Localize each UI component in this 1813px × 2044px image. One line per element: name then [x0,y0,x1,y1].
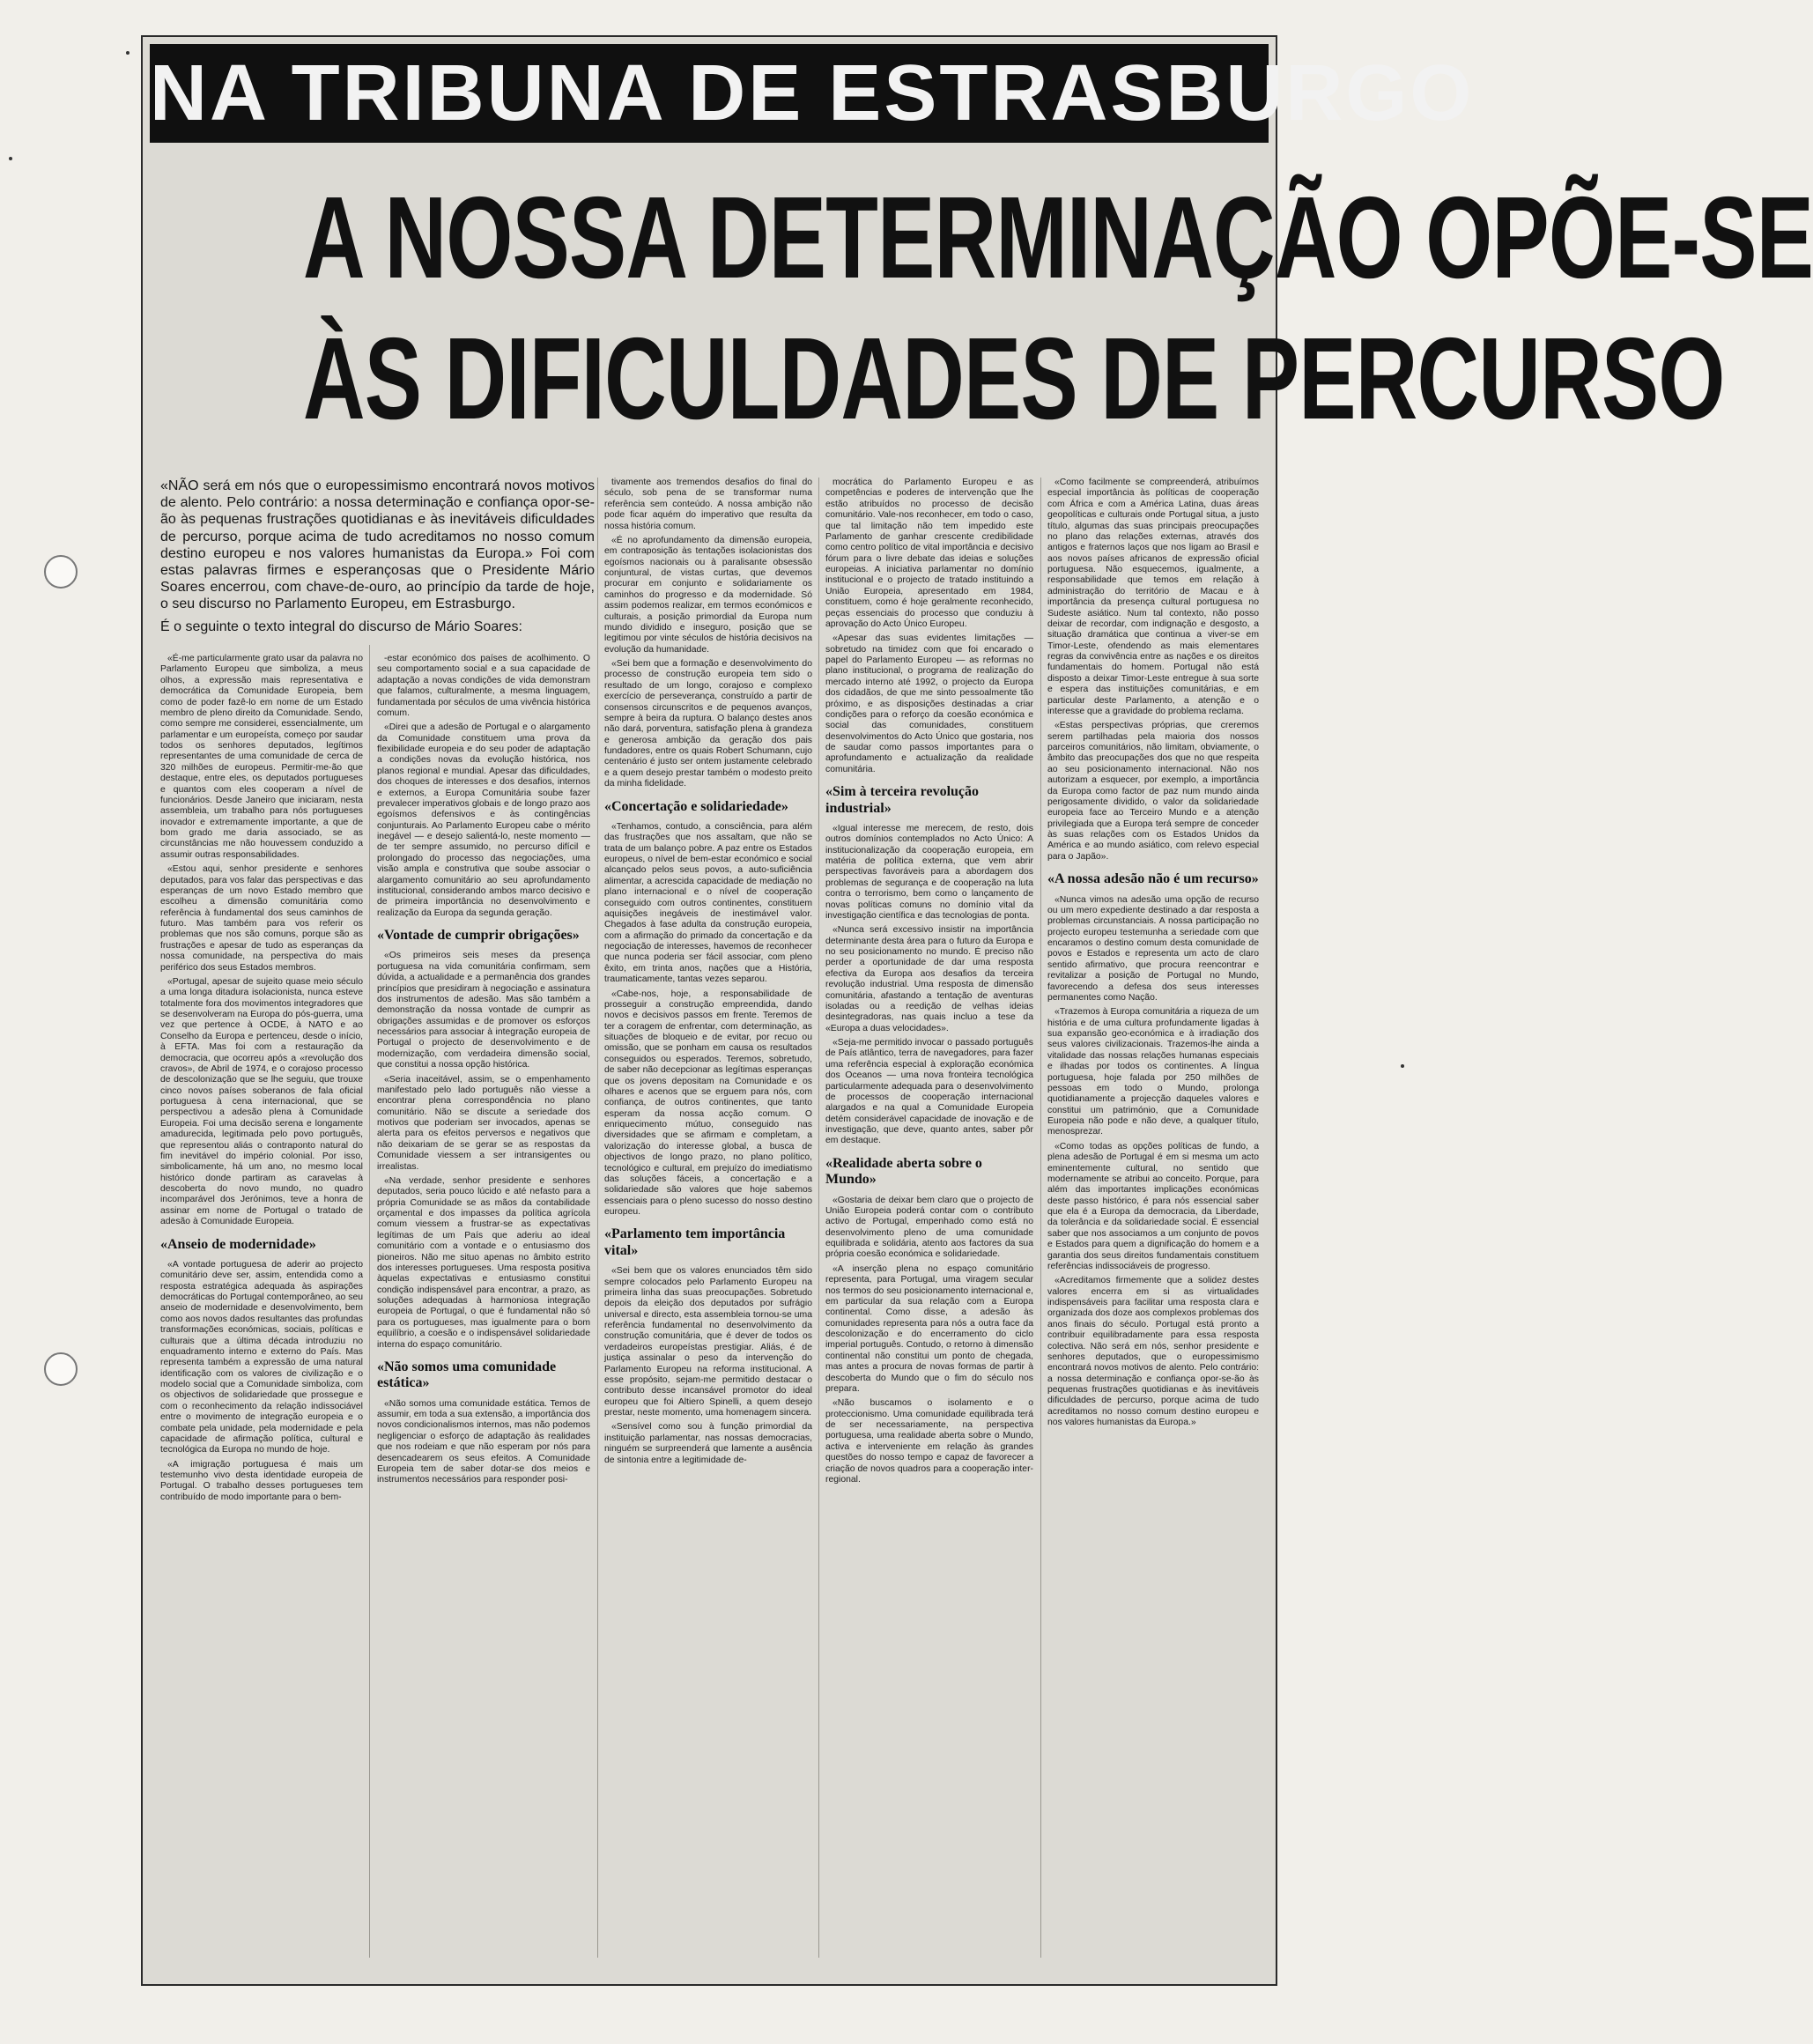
headline-line-1: A NOSSA DETERMINAÇÃO OPÕE-SE [302,173,1813,302]
article-paragraph: «Nunca vimos na adesão uma opção de recurso ou um mero expediente destinado a dar resposta a problemas circunstanciais. A nossa participação no projecto europeu testemunha a seriedade com que encaramos o destino comum desta comunidade de povos e Estados e representa um acto de claro sentido afirmativo, que procura reencontrar e revitalizar a posição de Portugal no Mundo, favorecendo a defesa dos seus interesses permanentes como Nação. [1047,894,1259,1003]
article-paragraph: «Sei bem que os valores enunciados têm sido sempre colocados pelo Parlamento Europeu na primeira linha das suas preocupações. Sobretudo depois da eleição dos deputados por sufrágio universal e directo, esta assembleia tornou-se uma referência fundamental no desenvolvimento da construção comunitária, que é dever de todos os verdadeiros europeístas prestigiar. Aliás, é de justiça assinalar o peso da intervenção do Parlamento Europeu na reforma institucional. A esse propósito, sejam-me permitido destacar o contributo desse incansável promotor do ideal europeu que foi Altiero Spinelli, a quem desejo prestar, neste momento, uma homenagem sincera. [604,1266,812,1418]
article-paragraph: «Não buscamos o isolamento e o proteccionismo. Uma comunidade equilibrada terá de ser necessariamente, na perspectiva portuguesa, uma realidade aberta sobre o Mundo, activa e interveniente em relação às grandes questões do nosso tempo e capaz de favorecer a criação de novos quadros para a cooperação inter-regional. [825,1398,1033,1485]
punch-hole-bottom [44,1352,78,1386]
newspaper-clipping [141,35,1813,1986]
subheading: «Realidade aberta sobre o Mundo» [825,1155,982,1188]
subheading: «Concertação e solidariedade» [604,798,788,814]
article-paragraph: «Direi que a adesão de Portugal e o alargamento da Comunidade constituem uma prova da flexibilidade europeia e do seu poder de adaptação a condições novas da evolução histórica, nos planos regional e mundial. Apesar das dificuldades, dos choques de interesses e dos desafios, internos e externos, a Europa Comunitária soube fazer prevalecer imperativos globais e de longo prazo aos egoísmos defensivos e às contingências conjunturais. Ao Parlamento Europeu cabe o mérito inegável — e desejo salientá-lo, neste momento — de ter sempre assumido, no percurso difícil e prolongado do processo das negociações, uma visão ampla e construtiva que soube associar o alargamento comunitário ao seu aprofundamento institucional, considerando ambos marco decisivo e de primeira importância no desenvolvimento e realização da Europa da segunda geração. [377,722,590,918]
column-4 [825,478,1033,1966]
article-paragraph: «Seja-me permitido invocar o passado português de País atlântico, terra de navegadores, para fazer uma referência especial à exploração económica dos Oceanos — uma nova fronteira tecnológica particularmente adequada para o desenvolvimento de processos de cooperação internacional alargados e na qual a Comunidade Europeia detém considerável capacidade de inovação e de investigação, que deve, quanto antes, saber pôr em destaque. [825,1038,1033,1146]
intro-paragraph: «NÃO será em nós que o europessimismo encontrará novos motivos de alento. Pelo contrário: a nossa determinação e confiança opor-se-ão às pequenas frustrações quotidianas e às inevitáveis dificuldades de percurso, porque acima de tudo acreditamos no nosso comum destino europeu e nos valores humanistas da Europa.» Foi com estas palavras firmes e esperançosas que o Presidente Mário Soares encerrou, com chave-de-ouro, ao princípio da tarde de hoje, o seu discurso no Parlamento Europeu, em Estrasburgo. [160,478,595,612]
subheading: «Vontade de cumprir obrigações» [377,928,580,943]
article-paragraph: «A inserção plena no espaço comunitário representa, para Portugal, uma viragem secular nos termos do seu posicionamento internacional e, em particular da sua relação com a Europa continental. Como disse, a adesão às comunidades representa para nós a outra face da descolonização e do encerramento do ciclo imperial português. Contudo, o retorno à dimensão continental não constitui um ponto de chegada, mas antes a procura de novas formas de partir à descoberta do Mundo que o fim do século nos prepara. [825,1263,1033,1394]
article-paragraph: «Tenhamos, contudo, a consciência, para além das frustrações que nos assaltam, que não se trata de um balanço pobre. A paz entre os Estados europeus, o nível de bem-estar económico e social alcançado pelos seus povos, a auto-suficiência alimentar, a acrescida capacidade de mediação no plano internacional e o nível de cooperação conseguido com outros continentes, constituem aquisições inegáveis de inestimável valor. Chegados à fase adulta da construção europeia, com a afirmação do primado da concertação e da negociação de interesses, havemos de reconhecer que nunca poderia ser fácil associar, com pleno êxito, em trinta anos, nações que a História, traumaticamente, tantas vezes separou. [604,821,812,985]
column-rule [818,478,819,1958]
article-paragraph: «É-me particularmente grato usar da palavra no Parlamento Europeu que simboliza, a meus olhos, a expressão mais representativa e democrática da Comunidade Europeia, bem como de poder fazê-lo em nome de um Estado membro de pleno direito da Comunidade. Sendo, como sempre me considerei, essencialmente, um parlamentar e um europeísta, começo por saudar todos os senhores deputados, legítimos representantes de uma comunidade de cerca de 320 milhões de europeus. Permitir-me-ão que destaque, entre eles, os deputados portugueses e quantos com eles cooperam a nível de funcionários. Desde Janeiro que iniciaram, nesta assembleia, um trabalho para nós portugueses inovador e extremamente importante, a que de bom grado me daria associado, se as circunstâncias me não houvessem conduzido a assumir outras responsabilidades. [160,654,363,860]
article-paragraph: «Na verdade, senhor presidente e senhores deputados, seria pouco lúcido e até nefasto para a própria Comunidade se as mãos da contabilidade orçamental e dos impasses da política agrícola comum viessem a frustrar-se as expectativas legítimas de um País que aderiu ao ideal comunitário com a vontade e o entusiasmo dos pioneiros. Não me situo apenas no âmbito estrito dos interesses portugueses. Uma resposta positiva àquelas expectativas e entusiasmo constitui condição indispensável para encontrar, a prazo, as soluções adequadas à harmoniosa integração europeia de Portugal, o que é fundamental não só para os portugueses, mas igualmente para o bom equilíbrio, a coesão e o indispensável solidariedade interna do espaço comunitário. [377,1175,590,1350]
column-2 [377,654,590,1966]
headline-line-2: ÀS DIFICULDADES DE PERCURSO [302,314,1725,443]
subheading: «Anseio de modernidade» [160,1236,316,1252]
article-paragraph: «Não somos uma comunidade estática. Temos de assumir, em toda a sua extensão, a importância dos novos condicionalismos internos, mas não podemos negligenciar o esforço de adaptação às realidades que nos rodeiam e que não esperam por nós para desencadearem os seus efeitos. A Comunidade Europeia tem de saber dotar-se dos meios e instrumentos necessários para responder posi- [377,1398,590,1485]
article-paragraph: «Estas perspectivas próprias, que creremos serem partilhadas pela maioria dos nossos parceiros comunitários, não limitam, obviamente, o âmbito das preocupações dos que no que respeita ao seu posicionamento internacional. Não nos autorizam a esquecer, por exemplo, a importância da Europa como factor de paz num mundo ainda perigosamente dividido, o valor da solidariedade europeia face ao Terceiro Mundo e a atenção privilegiada que a Europa terá sempre de conceder às suas relações com os Estados Unidos da América e ao mundo asiático, com relevo especial para o Japão». [1047,721,1259,862]
subheading: «Sim à terceira revolução industrial» [825,784,980,816]
article-paragraph: «Estou aqui, senhor presidente e senhores deputados, para vos falar das perspectivas e das esperanças de um novo Estado membro que escolheu a dimensão comunitária como referência à fundamental dos seus caminhos de futuro. Mas também para vos referir os problemas que nos são comuns, porque são as frustrações e apesar de tudo as esperanças da nossa comunidade, na perspectiva do mais periférico dos seus Estados membros. [160,864,363,973]
column-5 [1047,478,1259,1966]
column-rule [1040,478,1041,1958]
column-1 [160,654,363,1966]
dust-speck [126,51,130,55]
article-paragraph: «Seria inaceitável, assim, se o empenhamento manifestado pelo lado português não viesse a encontrar plena correspondência no plano comunitário. Não se discute a seriedade dos motivos que poderiam ser invocados, apenas se alerta para os efeitos perversos e negativos que não deixariam de se gerar se as respostas da Comunidade viessem a ser intransigentes ou irrealistas. [377,1074,590,1172]
article-paragraph: «Cabe-nos, hoje, a responsabilidade de prosseguir a construção empreendida, dando novos e decisivos passos em frente. Teremos de ter a coragem de enfrentar, com determinação, as situações de bloqueio e de evitar, por recuo ou omissão, que se ponham em causa os resultados conseguidos ou esperados. Teremos, sobretudo, de saber não decepcionar as legítimas esperanças que os jovens depositam na Comunidade e os olhares e acenos que se erguem para nós, com confiança, de outros continentes, que tanto esperam da nossa acção comum. O enriquecimento mútuo, conseguido nas diversidades que se afirmam e completam, a valorização do interesse global, a busca de objectivos de longo prazo, no plano político, tecnológico e cultural, em prejuízo do imediatismo das soluções fáceis, a concertação e a solidariedade são valores que hoje sabemos essenciais para o pleno sucesso do nosso destino europeu. [604,989,812,1218]
intro-note: É o seguinte o texto integral do discurso de Mário Soares: [160,618,522,634]
column-rule [597,478,598,1958]
dust-speck [9,157,12,160]
column-rule [369,645,370,1958]
article-paragraph: tivamente aos tremendos desafios do final do século, sob pena de se transformar numa referência sem conteúdo. A nossa ambição não pode ficar aquém do imperativo que resulta da nossa história comum. [604,478,812,531]
article-paragraph: -estar económico dos países de acolhimento. O seu comportamento social e a sua capacidade de adaptação a novas condições de vida demonstram que falamos, culturalmente, a mesma linguagem, fundamentada por séculos de uma vivência histórica comum. [377,654,591,718]
section-banner: NA TRIBUNA DE ESTRASBURGO [150,44,1269,143]
article-paragraph: mocrática do Parlamento Europeu e as competências e poderes de intervenção que lhe estão atribuídos no processo de decisão comunitário. Vale-nos reconhecer, em todo o caso, que tal limitação não tem impedido este Parlamento de ganhar crescente credibilidade como centro político de vital importância e decisivo fórum para o livre debate das ideias e soluções europeias. A iniciativa parlamentar no domínio institucional e o projecto de tratado instituindo a União Europeia, apresentado em 1984, constituem, como é hoje geralmente reconhecido, peças essenciais do processo que conduziu à aprovação do Acto Único Europeu. [825,478,1033,629]
punch-hole-top [44,555,78,589]
intro-lead [160,478,595,636]
article-paragraph: «Trazemos à Europa comunitária a riqueza de um história e de uma cultura profundamente ligadas à sua expansão geo-económica e à irradiação dos seus valores civilizacionais. Trazemos-lhe ainda a vitalidade das nossas relações humanas especiais e ilhadas por todos os continentes. A língua portuguesa, hoje falada por 250 milhões de pessoas em todo o Mundo, prolonga quotidianamente a projecção daqueles valores e constitui um património, que a Comunidade Europeia não pode e não deve, a qualquer título, menosprezar. [1047,1007,1259,1137]
article-paragraph: «Igual interesse me merecem, de resto, dois outros domínios contemplados no Acto Único: A institucionalização da cooperação europeia, em matéria de política externa, que vem abrir perspectivas favoráveis para a abordagem dos problemas de segurança e de cooperação na luta contra o terrorismo, bem como o lançamento de novas políticas comuns no domínio vital da investigação científica e das tecnologias de ponta. [825,823,1033,921]
subheading: «A nossa adesão não é um recurso» [1047,871,1259,887]
article-paragraph: «A vontade portuguesa de aderir ao projecto comunitário deve ser, assim, entendida como a resposta estratégica adequada às aspirações democráticas do Portugal contemporâneo, ao seu anseio de modernidade e desenvolvimento, bem como aos novos dados resultantes das profundas transformações económicas, sociais, políticas e culturais que a última década introduziu no enquadramento interno e externo do País. Mas representa também a expressão de uma natural identificação com os valores de civilização e o modelo social que a Comunidade simboliza, com os objectivos de solidariedade que prossegue e com o reconhecimento da relação indissociável entre o movimento de integração europeia e o combate pela unidade, pela modernidade e pela capacidade de afirmação política, cultural e tecnológica da Europa no mundo de hoje. [160,1259,363,1455]
article-paragraph: «A imigração portuguesa é mais um testemunho vivo desta identidade europeia de Portugal. O trabalho desses portugueses tem contribuído de modo importante para o bem- [160,1459,363,1502]
column-3 [604,478,812,1966]
article-paragraph: «É no aprofundamento da dimensão europeia, em contraposição às tentações isolacionistas dos egoísmos nacionais ou à paralisante obsessão conjuntural, de vistas curtas, que devemos procurar em conjunto e solidariamente os caminhos do progresso e da modernidade. Só assim podemos realizar, em termos económicos e culturais, a posição primordial da Europa num mundo dividido e inseguro, posição que se legitimou por vinte séculos de história decisivos na evolução da humanidade. [604,535,812,655]
article-paragraph: «Os primeiros seis meses da presença portuguesa na vida comunitária confirmam, sem dúvida, a actualidade e a permanência dos grandes princípios que presidiram à negociação e assinatura dos instrumentos de adesão. Mas são também a demonstração da nossa vontade de cumprir as obrigações assumidas e de promover os esforços necessários para associar à integração europeia de Portugal o projecto de desenvolvimento e de modernização, com verdadeira dimensão social, que constitui a nossa opção histórica. [377,951,590,1070]
article-paragraph: «Como facilmente se compreenderá, atribuímos especial importância às políticas de cooperação com África e com a América Latina, duas áreas geopolíticas e culturais onde Portugal situa, a justo título, algumas das suas principais preocupações no plano das relações externas, através dos antigos e fraternos laços que nos ligam ao Brasil e aos novos países africanos de expressão oficial portuguesa. Não esquecemos, igualmente, a responsabilidade que temos em relação à administração do território de Macau e à importância da presença cultural portuguesa no Sudeste asiático. Num tal contexto, não posso deixar de recordar, com indignação e desgosto, a situação dramática que continua a viver-se em Timor-Leste, ofendendo as mais elementares regras da convivência entre as nações e os direitos fundamentais do homem. Portugal não está disposto a deixar Timor-Leste entregue à sua sorte e espera das instituições comunitárias, e em particular deste Parlamento, a atenção e o interesse que a gravidade do problema reclama. [1047,478,1259,716]
dust-speck [1401,1064,1404,1068]
subheading: «Parlamento tem importância vital» [604,1226,786,1258]
article-paragraph: «Apesar das suas evidentes limitações — sobretudo na timidez com que foi encarado o papel do Parlamento Europeu — as reformas no plano institucional, o programa de realização do mercado interno até 1992, o projecto da Europa dos cidadãos, de que me sinto pessoalmente tão próximo, e as disposições destinadas a criar condições para o reforço da coesão económica e social das comunidades, constituem desenvolvimentos do Acto Único que gostaria, nos de saudar como passos importantes para o aprofundamento e actualização da realidade comunitária. [825,633,1033,774]
article-paragraph: «Nunca será excessivo insistir na importância determinante desta área para o futuro da Europa e no seu posicionamento no mundo. É preciso não perder a oportunidade de dar uma resposta efectiva da Europa aos desafios da terceira revolução industrial. Uma resposta de dimensão comunitária, afastando a tentação de aventuras isoladas ou a reedição de velhas ideias desintegradoras, nas quais incluo a tese da «Europa a duas velocidades». [825,925,1033,1033]
article-paragraph: «Sensível como sou à função primordial da instituição parlamentar, nas nossas democracias, ninguém se surpreenderá que lamente a ausência de sintonia entre a legitimidade de- [604,1422,812,1465]
subheading: «Não somos uma comunidade estática» [377,1359,557,1391]
headline [302,167,1813,458]
article-paragraph: «Portugal, apesar de sujeito quase meio século a uma longa ditadura isolacionista, nunca esteve totalmente fora dos movimentos integradores que se desenvolveram na Europa do pós-guerra, uma vez que pertence à OCDE, à NATO e ao Conselho da Europa e pertenceu, desde o início, à EFTA. Mas foi com a restauração da democracia, que ocorreu após a «revolução dos cravos», de Abril de 1974, e o corajoso processo de descolonização que se lhe seguiu, que trouxe cinco novos países soberanos de fala oficial portuguesa à cena internacional, que se perspectivou a adesão plena à Comunidade Europeia. Foi uma decisão serena e longamente amadurecida, legitimada pelo povo português, que representou aliás o contraponto natural do fim inevitável do império colonial. Por isso, simbolicamente, há um ano, no mesmo local histórico donde partiram as caravelas à descoberta do novo mundo, no quadro incomparável dos Jerónimos, teve a honra de assinar em nome de Portugal o tratado de adesão à Comunidade Europeia. [160,976,363,1227]
article-paragraph: «Gostaria de deixar bem claro que o projecto de União Europeia poderá contar com o contributo activo de Portugal, empenhado como está no desenvolvimento pleno de uma comunidade equilibrada e solidária, atento aos factores da sua própria coesão económica e solidariedade. [825,1195,1033,1260]
article-paragraph: «Acreditamos firmemente que a solidez destes valores encerra em si as virtualidades indispensáveis para facilitar uma resposta clara e organizada dos doze aos complexos problemas dos anos finais do século. Portugal está pronto a contribuir equilibradamente para essa resposta colectiva. Não será em nós, senhor presidente e senhores deputados, que o europessimismo encontrará novos motivos de alento. Pelo contrário: a nossa determinação e confiança opor-se-ão às pequenas frustrações quotidianas e às inevitáveis dificuldades de percurso, porque acima de tudo acreditamos no nosso comum destino europeu e nos valores humanistas da Europa.» [1047,1276,1259,1428]
article-paragraph: «Como todas as opções políticas de fundo, a plena adesão de Portugal é em si mesma um acto eminentemente cultural, no sentido que modernamente se atribui ao conceito. Porque, para além das importantes implicações económicas deste passo histórico, é para nós essencial saber que ela é a Europa da democracia, da Liberdade, da tolerância e da solidariedade social. É essencial saber que nos associamos a um conjunto de povos e Estados para quem a dignificação do homem e a garantia dos seus direitos fundamentais constituem referências indissociáveis de progresso. [1047,1141,1259,1271]
article-paragraph: «Sei bem que a formação e desenvolvimento do processo de construção europeia tem sido o resultado de um longo, corajoso e complexo exercício de perseverança, construído a partir de consensos circunscritos e de pequenos avanços, sempre à beira da ruptura. O balanço destes anos não dará, porventura, satisfação plena à grandeza e generosa ambição da geração dos pais fundadores, entre os quais Robert Schumann, cujo centenário é justo ser ontem justamente celebrado e a quem desejo prestar também o modesto preito da minha fidelidade. [604,659,812,789]
